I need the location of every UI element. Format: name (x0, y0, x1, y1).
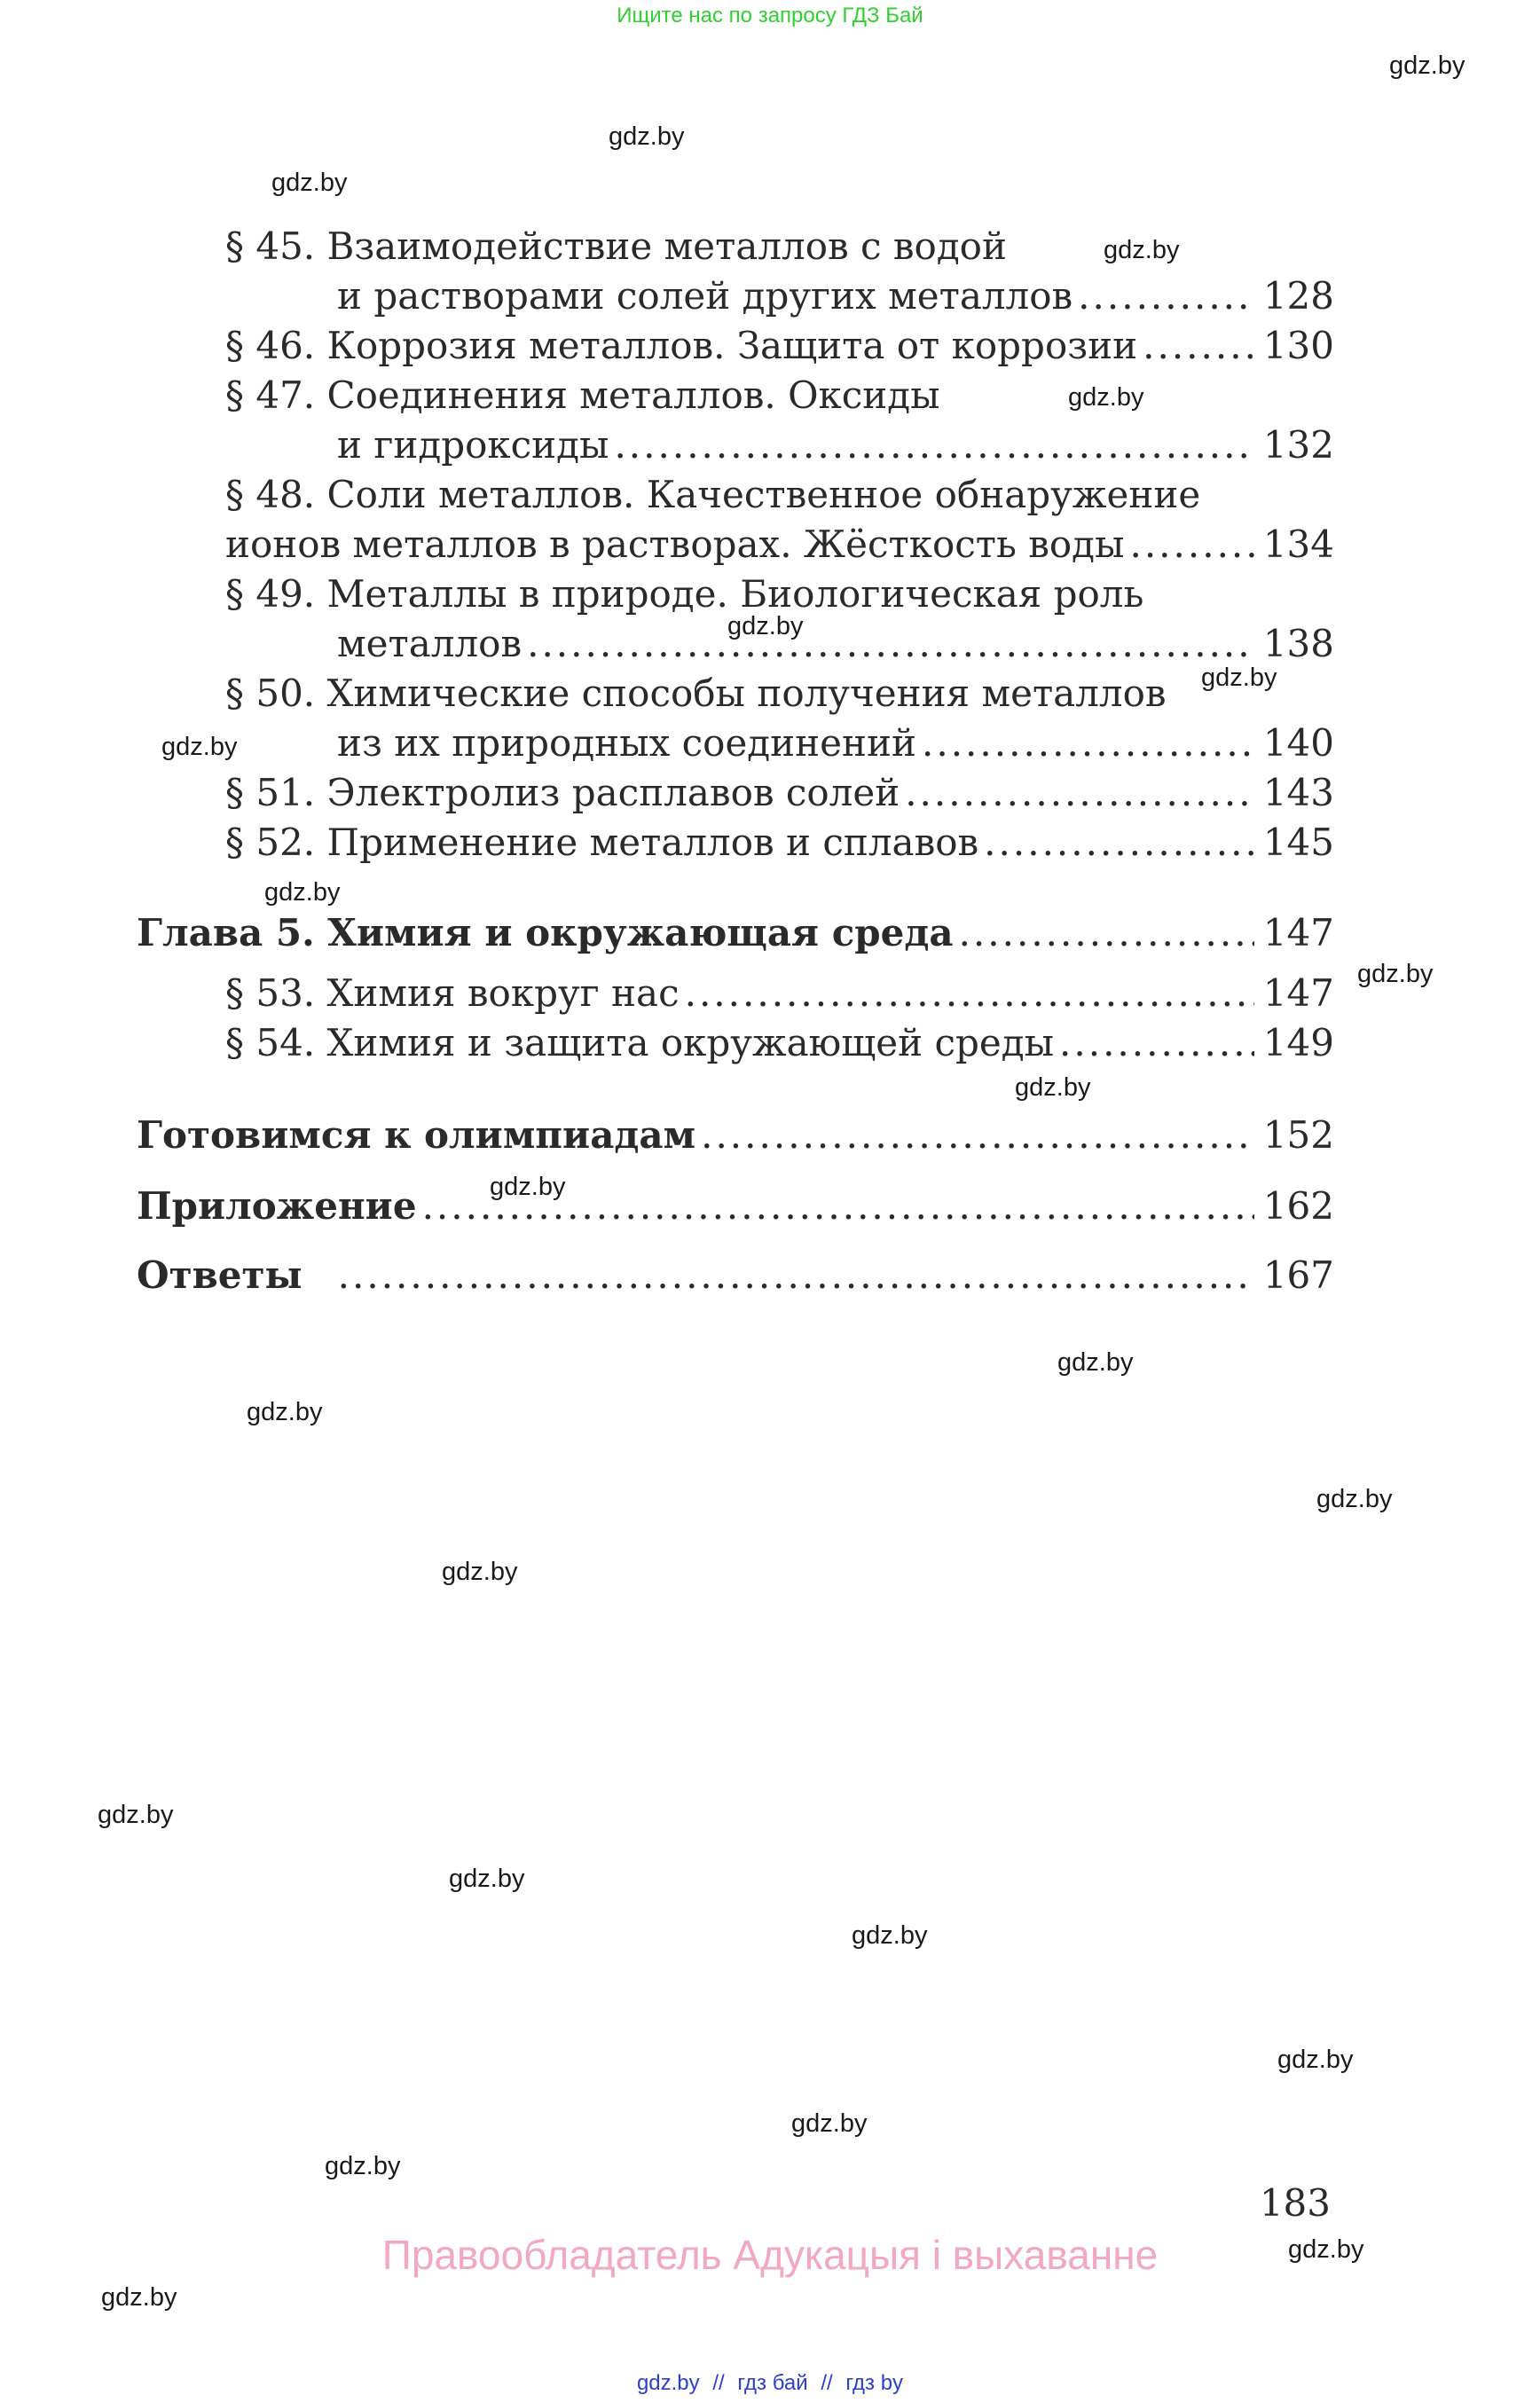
toc-page-number: 149 (1262, 1021, 1334, 1064)
leader-dots (984, 818, 1254, 868)
watermark: gdz.by (1316, 1485, 1393, 1513)
watermark: gdz.by (791, 2109, 868, 2138)
toc-answers (137, 1251, 1334, 1300)
toc-entry-54 (225, 1018, 1334, 1068)
watermark: gdz.by (161, 733, 238, 761)
leader-dots (1059, 1018, 1254, 1068)
toc-entry-46 (225, 321, 1334, 371)
watermark: gdz.by (1057, 1348, 1134, 1377)
toc-entry-51 (225, 768, 1334, 818)
watermark: gdz.by (442, 1558, 518, 1586)
top-banner[interactable]: Ищите нас по запросу ГДЗ Бай (617, 4, 923, 27)
leader-dots (685, 969, 1254, 1018)
link-separator: // (821, 2371, 833, 2395)
leader-dots (701, 1111, 1254, 1160)
toc-page-number: 140 (1262, 721, 1334, 765)
toc-entry-text: § 51. Электролиз расплавов солей (225, 771, 900, 814)
watermark: gdz.by (609, 122, 685, 151)
toc-entry-text: и гидроксиды (337, 423, 609, 467)
leader-dots (1143, 321, 1254, 371)
watermark: gdz.by (1201, 664, 1277, 692)
watermark: gdz.by (101, 2283, 177, 2312)
toc-page-number: 132 (1262, 423, 1334, 467)
watermark: gdz.by (1288, 2235, 1364, 2264)
toc-entry-text: § 52. Применение металлов и сплавов (225, 821, 979, 864)
toc-entry-text: § 46. Коррозия металлов. Защита от коррозии (225, 324, 1138, 367)
watermark: gdz.by (727, 612, 804, 640)
toc-appendix (137, 1182, 1334, 1231)
link-gdz-bai[interactable]: гдз бай (737, 2371, 808, 2395)
toc-entry-53 (225, 969, 1334, 1018)
toc-entry-text: § 54. Химия и защита окружающей среды (225, 1021, 1055, 1064)
toc-chapter-title: Глава 5. Химия и окружающая среда (137, 911, 954, 954)
watermark: gdz.by (247, 1398, 323, 1426)
toc-olympiads (137, 1111, 1334, 1160)
toc-page-number: 130 (1262, 324, 1334, 367)
watermark: gdz.by (325, 2152, 401, 2180)
watermark: gdz.by (1068, 383, 1144, 412)
toc-page-number: 147 (1262, 911, 1334, 954)
watermark: gdz.by (271, 169, 348, 197)
leader-dots (338, 1251, 1254, 1300)
link-gdz-by-cyr[interactable]: гдз by (845, 2371, 904, 2395)
toc-entry-text: § 47. Соединения металлов. Оксиды (225, 373, 940, 417)
toc-entry-text: § 50. Химические способы получения металлов (225, 671, 1167, 715)
toc-entry-text: § 53. Химия вокруг нас (225, 971, 680, 1015)
rights-holder-note: Правообладатель Адукацыя і выхаванне (381, 2232, 1159, 2278)
toc-entry-text: § 48. Соли металлов. Качественное обнаружение (225, 473, 1201, 516)
leader-dots (527, 619, 1254, 669)
toc-page-number: 143 (1262, 771, 1334, 814)
toc-section-title: Ответы (137, 1253, 302, 1297)
toc-chapter-5 (137, 908, 1334, 958)
link-gdz-by[interactable]: gdz.by (636, 2371, 700, 2395)
watermark: gdz.by (1357, 960, 1434, 988)
toc-entry-48 (225, 470, 1334, 520)
watermark: gdz.by (98, 1801, 174, 1829)
toc-entry-52 (225, 818, 1334, 868)
toc-section-title: Готовимся к олимпиадам (137, 1113, 696, 1157)
toc-entry-50 (225, 669, 1334, 719)
link-separator: // (712, 2371, 725, 2395)
leader-dots (905, 768, 1254, 818)
watermark: gdz.by (852, 1921, 928, 1950)
watermark: gdz.by (264, 878, 341, 907)
toc-entry-48-cont (225, 520, 1334, 569)
toc-entry-text: § 49. Металлы в природе. Биологическая роль (225, 572, 1144, 616)
toc-page-number: 147 (1262, 971, 1334, 1015)
page-number: 183 (1259, 2181, 1331, 2225)
toc-entry-45-cont (337, 271, 1334, 321)
leader-dots (959, 908, 1254, 958)
watermark: gdz.by (1277, 2046, 1354, 2074)
toc-page-number: 152 (1262, 1113, 1334, 1157)
toc-entry-47 (225, 371, 1334, 420)
toc-entry-text: металлов (337, 622, 522, 665)
leader-dots (1129, 520, 1254, 569)
toc-page-number: 145 (1262, 821, 1334, 864)
toc-page-number: 162 (1262, 1184, 1334, 1228)
leader-dots (922, 719, 1254, 768)
toc-entry-47-cont (337, 420, 1334, 470)
toc-page-number: 134 (1262, 522, 1334, 566)
toc-page-number: 128 (1262, 274, 1334, 318)
watermark: gdz.by (1389, 51, 1465, 80)
watermark: gdz.by (449, 1865, 525, 1893)
bottom-links (0, 2371, 1540, 2396)
toc-entry-text: из их природных соединений (337, 721, 916, 765)
leader-dots (614, 420, 1254, 470)
toc-entry-50-cont (337, 719, 1334, 768)
watermark: gdz.by (490, 1173, 566, 1201)
toc-section-title: Приложение (137, 1184, 417, 1228)
toc-entry-text: § 45. Взаимодействие металлов с водой (225, 224, 1007, 268)
leader-dots (1078, 271, 1254, 321)
toc-entry-text: ионов металлов в растворах. Жёсткость воды (225, 522, 1125, 566)
toc-page-number: 138 (1262, 622, 1334, 665)
toc-entry-49-cont (337, 619, 1334, 669)
toc-page-number: 167 (1262, 1253, 1334, 1297)
watermark: gdz.by (1015, 1073, 1091, 1102)
watermark: gdz.by (1104, 236, 1180, 264)
toc-entry-text: и растворами солей других металлов (337, 274, 1073, 318)
